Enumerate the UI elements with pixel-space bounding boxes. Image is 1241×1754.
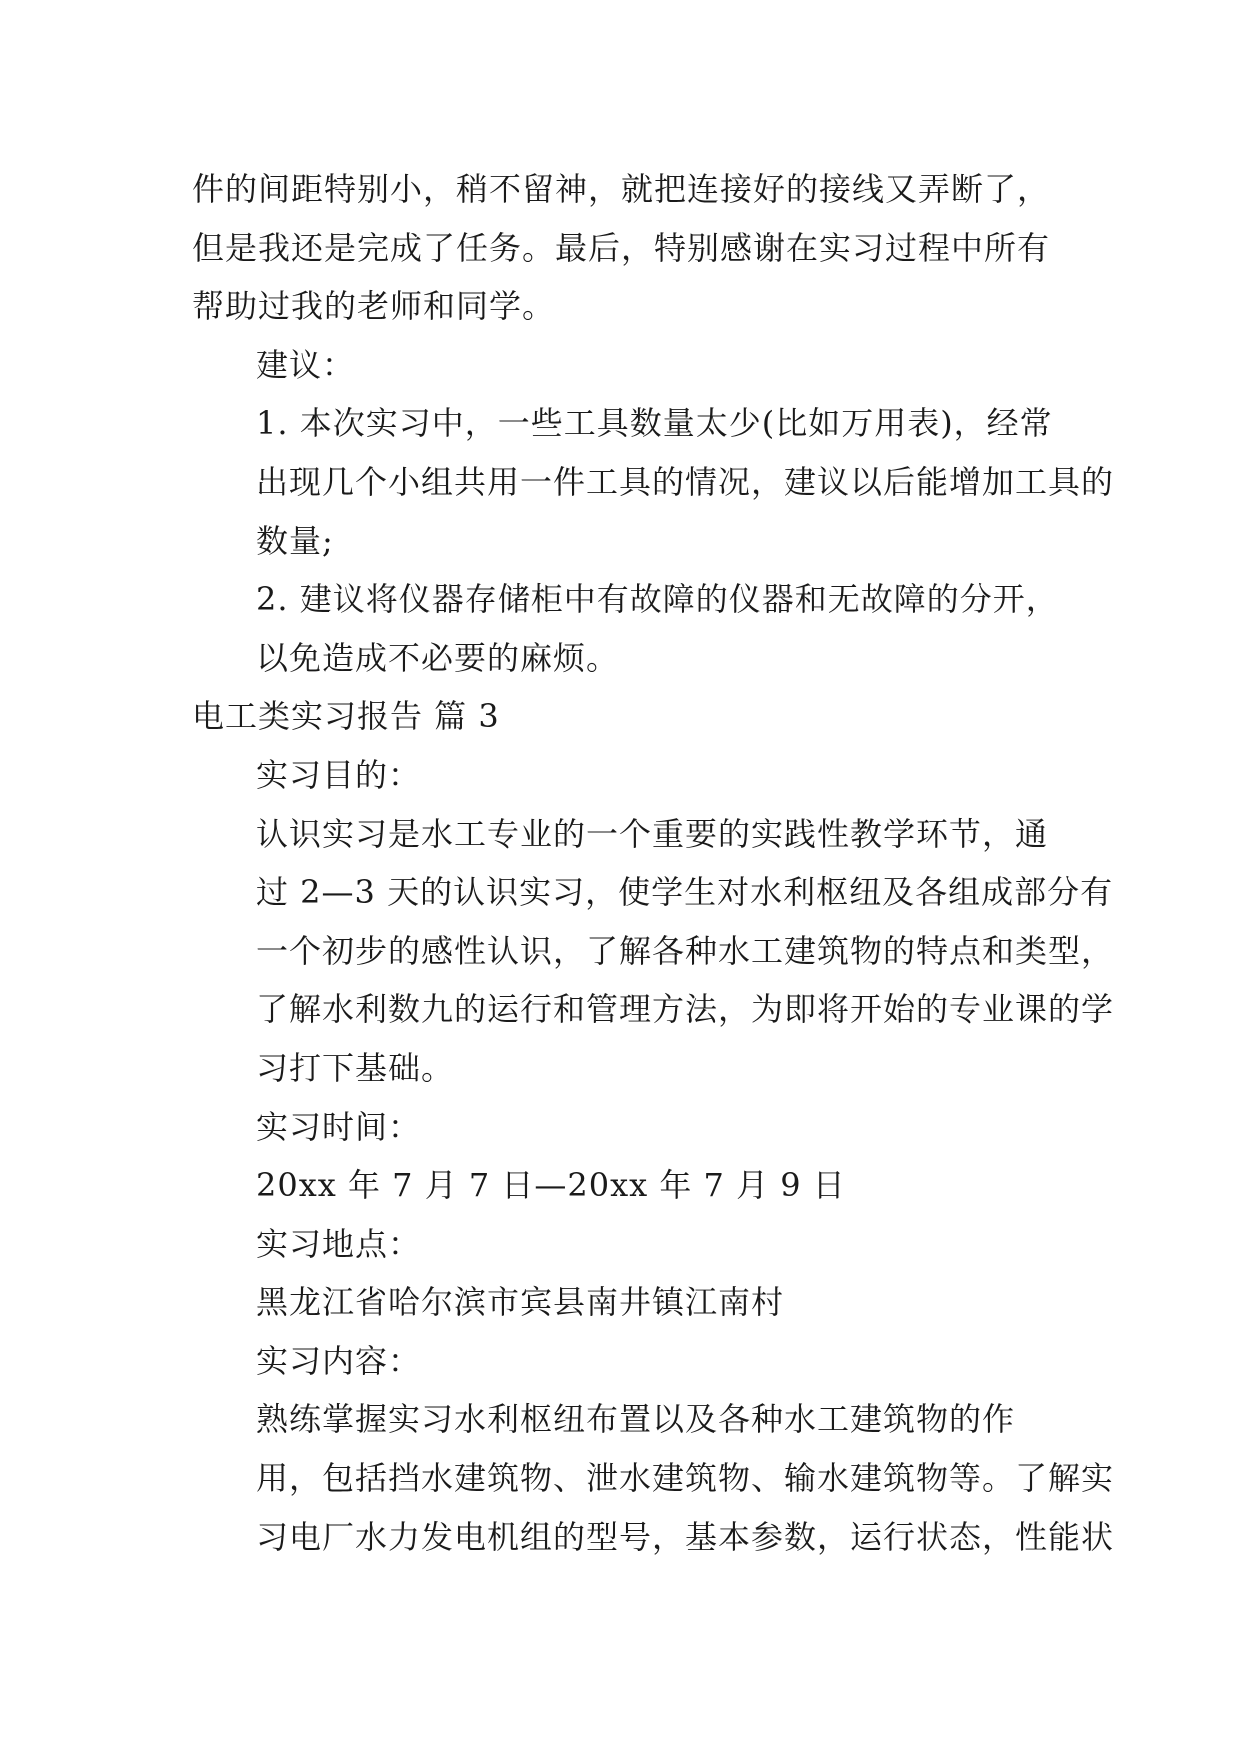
- text-line: 数量;: [256, 521, 334, 560]
- text-line: 实习地点：: [256, 1224, 422, 1263]
- document-body: [192, 160, 1115, 1566]
- text-line: 1. 本次实习中，一些工具数量太少(比如万用表)，经常: [256, 404, 1053, 443]
- paragraph: [192, 570, 1072, 687]
- text-line: 过 2—3 天的认识实习，使学生对水利枢纽及各组成部分有: [256, 873, 1114, 912]
- text-line: 实习时间：: [256, 1107, 422, 1146]
- text-line: 2. 建议将仪器存储柜中有故障的仪器和无故障的分开，: [256, 580, 1059, 619]
- text-line: 以免造成不必要的麻烦。: [256, 638, 620, 677]
- text-line: 件的间距特别小，稍不留神，就把连接好的接线又弄断了，: [192, 170, 1051, 208]
- text-line: 用，包括挡水建筑物、泄水建筑物、输水建筑物等。了解实: [256, 1459, 1115, 1498]
- paragraph: [192, 687, 1072, 746]
- paragraph: [192, 1215, 1072, 1274]
- text-line: 习电厂水力发电机组的型号，基本参数，运行状态，性能状: [256, 1517, 1115, 1556]
- paragraph: [192, 746, 1072, 805]
- paragraph: [192, 336, 1072, 395]
- paragraph: [192, 1156, 1072, 1215]
- paragraph: [192, 160, 1072, 336]
- text-line: 电工类实习报告 篇 3: [192, 697, 500, 736]
- text-line: 帮助过我的老师和同学。: [192, 287, 556, 326]
- text-line: 熟练掌握实习水利枢纽布置以及各种水工建筑物的作: [256, 1400, 1016, 1439]
- text-line: 建议：: [256, 345, 356, 384]
- text-line: 了解水利数九的运行和管理方法，为即将开始的专业课的学: [256, 990, 1115, 1029]
- text-line: 黑龙江省哈尔滨市宾县南井镇江南村: [256, 1283, 785, 1322]
- text-line: 20xx 年 7 月 7 日—20xx 年 7 月 9 日: [256, 1166, 846, 1205]
- text-line: 出现几个小组共用一件工具的情况，建议以后能增加工具的: [256, 462, 1115, 501]
- text-line: 但是我还是完成了任务。最后，特别感谢在实习过程中所有: [192, 228, 1051, 267]
- paragraph: [192, 1332, 1072, 1391]
- paragraph: [192, 1390, 1115, 1566]
- text-line: 习打下基础。: [256, 1048, 455, 1087]
- text-line: 一个初步的感性认识，了解各种水工建筑物的特点和类型，: [256, 931, 1115, 970]
- text-line: 实习内容：: [256, 1341, 422, 1380]
- paragraph: [192, 1273, 1072, 1332]
- paragraph: [192, 1098, 1072, 1157]
- text-line: 认识实习是水工专业的一个重要的实践性教学环节，通: [256, 814, 1049, 853]
- text-line: 实习目的：: [256, 755, 422, 794]
- paragraph: [192, 805, 1115, 1098]
- paragraph: [192, 394, 1115, 570]
